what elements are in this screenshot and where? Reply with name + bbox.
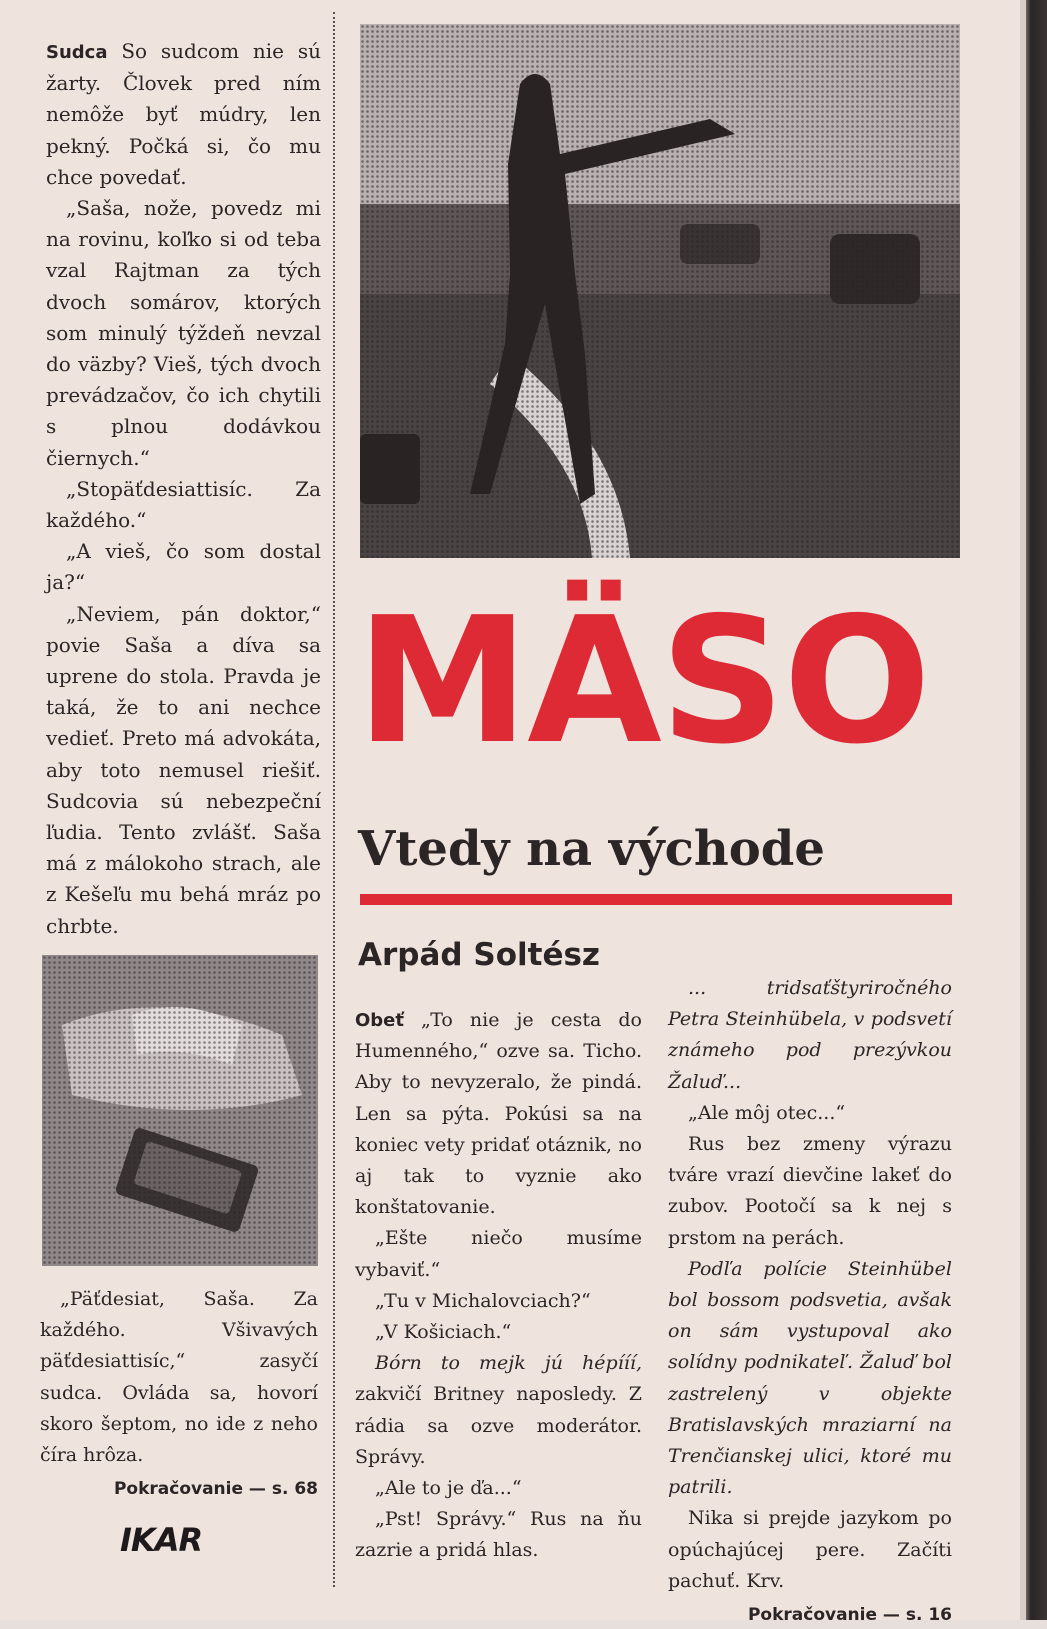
right-column — [668, 973, 952, 1629]
paragraph: „A vieš, čo som dostal ja?“ — [46, 539, 321, 595]
section-lead-obet: Obeť — [355, 1010, 404, 1031]
paragraph: ... tridsaťštyriročného Petra Steinhübela, v podsvetí známeho pod prezývkou Žaluď... — [668, 977, 952, 1093]
author-name: Arpád Soltész — [358, 937, 600, 973]
paragraph: „Pst! Správy.“ Rus na ňu zazrie a pridá hlas. — [355, 1508, 642, 1562]
paragraph: „V Košiciach.“ — [375, 1321, 512, 1344]
cover-photo-hands — [42, 955, 318, 1266]
publisher-logo: IKAR — [120, 1521, 203, 1559]
paragraph: „Neviem, pán doktor,“ povie Saša a díva sa uprene do stola. Pravda je taká, že to ani nechce vedieť. Preto má advokáta, aby toto nemusel riešiť. Sudcovia sú nebezpeční ľudia. Tento zvlášť. Saša má z málokoho strach, ale z Kešeľu mu behá mráz po chrbte. — [46, 601, 321, 938]
paragraph: zakvičí Britney naposledy. Z rádia sa ozve moderátor. Správy. — [355, 1383, 642, 1468]
paragraph: „Päťdesiat, Saša. Za každého. Všivavých päťdesiattisíc,“ zasyčí sudca. Ovláda sa, hovorí skoro šeptom, no ide z neho čírа hrôza. — [40, 1288, 318, 1467]
column-divider — [333, 12, 335, 1587]
song-lyric: Bórn to mejk jú hépííí, — [375, 1352, 642, 1375]
left-bottom-column — [40, 1284, 318, 1503]
paragraph: „To nie je cesta do Humenného,“ ozve sa. Ticho. Aby to nevyzeralo, že pindá. Len sa pýta. Pokúsi sa na koniec vety pridať otáznik, no aj tak to vyznie ako konštatovanie. — [355, 1009, 642, 1219]
left-column — [46, 36, 321, 942]
paragraph: „Stopäťdesiattisíc. Za každého.“ — [46, 476, 321, 533]
title-underline — [360, 894, 952, 905]
page-edge — [1020, 0, 1026, 1620]
middle-column — [355, 1005, 642, 1567]
paragraph: „Ale to je ďa...“ — [375, 1477, 522, 1500]
continuation-note: Pokračovanie — s. 16 — [747, 1605, 952, 1626]
paragraph: Nika si prejde jazykom po opúchajúcej pere. Začíti pachuť. Krv. — [668, 1507, 952, 1592]
paragraph: „Ešte niečo musíme vybaviť.“ — [355, 1227, 642, 1281]
book-title: MÄSO — [356, 580, 930, 783]
section-lead-sudca: Sudca — [46, 42, 108, 63]
paragraph: Podľa polície Steinhübel bol bossom podsvetia, avšak on sám vystupoval ako solídny podnikateľ. Žaluď bol zastrelený v objekte Bratislavských mraziarní na Trenčianskej ulici, ktoré mu patrili. — [668, 1257, 952, 1499]
paragraph: „Saša, nože, povedz mi na rovinu, koľko si od teba vzal Rajtman za tých dvoch somárov, ktorých som minulý týždeň nevzal do väzby? Vieš, tých dvoch prevádzačov, čo ich chytili s plnou dodávkou čiernych.“ — [46, 196, 321, 470]
paragraph: „Ale môj otec...“ — [688, 1101, 846, 1124]
paragraph: So sudcom nie sú žarty. Človek pred ním nemôže byť múdry, len pekný. Počká si, čo mu chce povedať. — [46, 39, 321, 189]
paragraph: „Tu v Michalovciach?“ — [375, 1289, 591, 1312]
continuation-note: Pokračovanie — s. 68 — [113, 1479, 318, 1500]
book-spine-edge — [1020, 0, 1047, 1620]
book-subtitle: Vtedy na východe — [358, 821, 825, 877]
cover-photo-hitchhiker — [360, 24, 960, 558]
paragraph: Rus bez zmeny výrazu tváre vrazí dievčine lakeť do zubov. Pootočí sa k nej s prstom na perách. — [668, 1133, 952, 1249]
